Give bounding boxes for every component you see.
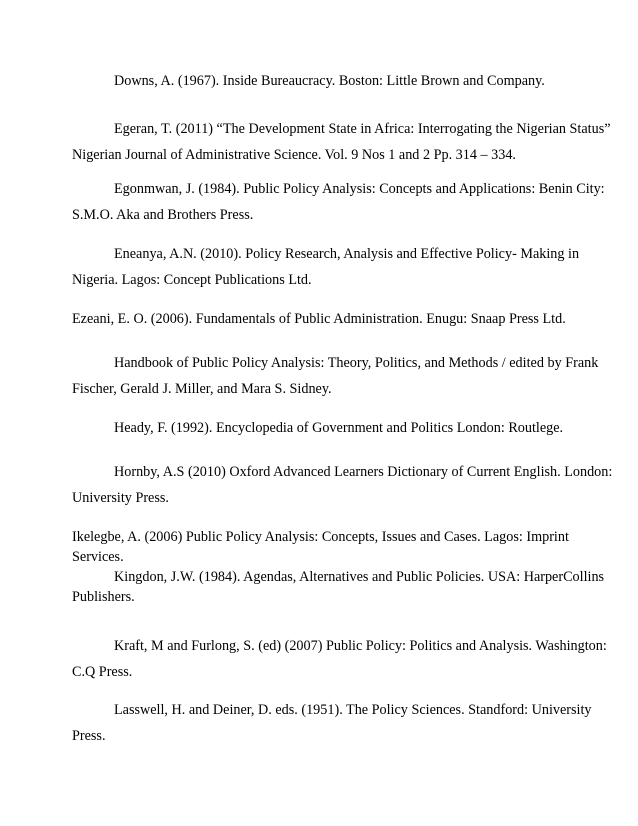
reference-line: Lasswell, H. and Deiner, D. eds. (1951). The Policy Sciences. Standford: University	[114, 702, 592, 718]
reference-line: Eneanya, A.N. (2010). Policy Research, Analysis and Effective Policy- Making in	[114, 246, 580, 262]
reference-line: Nigeria. Lagos: Concept Publications Ltd.	[72, 272, 312, 288]
reference-line: Ezeani, E. O. (2006). Fundamentals of Public Administration. Enugu: Snaap Press Ltd.	[72, 311, 566, 327]
reference-entry	[0, 638, 607, 680]
reference-line: Publishers.	[72, 589, 135, 605]
reference-line: Nigerian Journal of Administrative Science. Vol. 9 Nos 1 and 2 Pp. 314 – 334.	[72, 147, 516, 163]
reference-entry	[0, 355, 598, 397]
reference-entry	[0, 73, 545, 89]
reference-line: C.Q Press.	[72, 664, 133, 680]
reference-line: University Press.	[72, 490, 169, 506]
reference-line: Fischer, Gerald J. Miller, and Mara S. Sidney.	[72, 381, 332, 397]
reference-line: Egeran, T. (2011) “The Development State in Africa: Interrogating the Nigerian Status”	[114, 121, 611, 137]
reference-line: Press.	[72, 728, 106, 744]
reference-line: Kraft, M and Furlong, S. (ed) (2007) Public Policy: Politics and Analysis. Washington:	[114, 638, 607, 654]
reference-entry	[0, 181, 605, 223]
reference-line: Egonmwan, J. (1984). Public Policy Analysis: Concepts and Applications: Benin City:	[114, 181, 605, 197]
reference-entry	[0, 420, 563, 436]
reference-entry	[0, 702, 592, 744]
reference-entry	[0, 246, 579, 288]
reference-entry	[0, 311, 566, 327]
reference-line: S.M.O. Aka and Brothers Press.	[72, 207, 254, 223]
reference-line: Handbook of Public Policy Analysis: Theory, Politics, and Methods / edited by Frank	[114, 355, 599, 371]
reference-entry	[0, 529, 604, 605]
reference-line: Hornby, A.S (2010) Oxford Advanced Learners Dictionary of Current English. London:	[114, 464, 613, 480]
reference-line: Downs, A. (1967). Inside Bureaucracy. Boston: Little Brown and Company.	[114, 73, 545, 89]
reference-entry	[0, 121, 611, 163]
reference-line: Kingdon, J.W. (1984). Agendas, Alternatives and Public Policies. USA: HarperCollins	[114, 569, 605, 585]
reference-entry	[0, 464, 612, 506]
reference-line: Heady, F. (1992). Encyclopedia of Government and Politics London: Routlege.	[114, 420, 564, 436]
reference-line: Services.	[72, 549, 124, 565]
reference-line: Ikelegbe, A. (2006) Public Policy Analysis: Concepts, Issues and Cases. Lagos: Imprint	[72, 529, 569, 545]
